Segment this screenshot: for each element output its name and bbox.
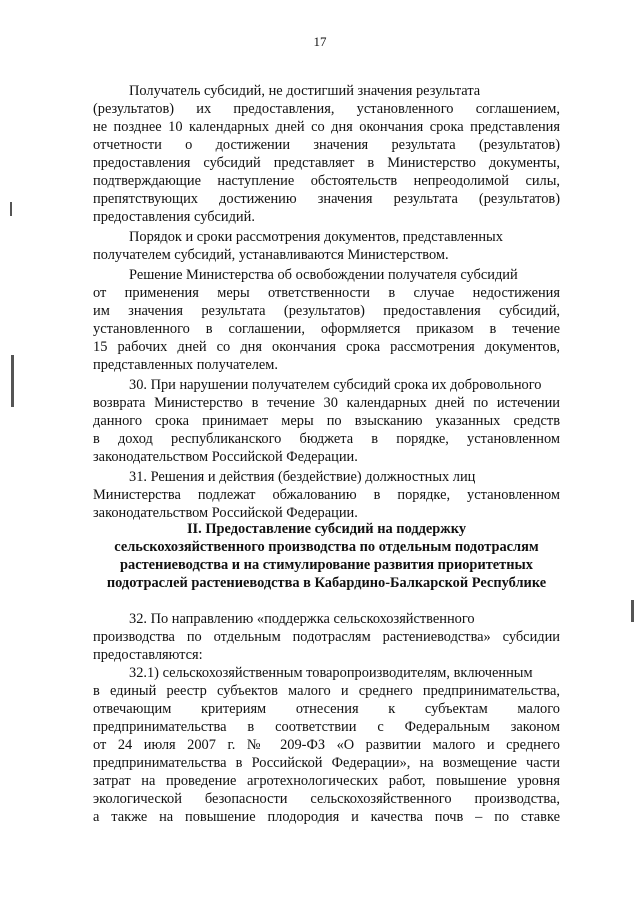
text-line: законодательством Российской Федерации. (93, 449, 358, 465)
text-line: Министерства подлежат обжалованию в порядке, установленном (93, 487, 560, 503)
text-line: 15 рабочих дней со дня окончания срока рассмотрения документов, (93, 339, 560, 355)
text-line: установленного в соглашении, оформляется приказом в течение (93, 321, 560, 337)
text-line: предпринимательства в Российской Федерации», на возмещение части (93, 755, 560, 771)
scan-artifact-bottom (631, 600, 634, 622)
text-line: получателем субсидий, устанавливаются Министерством. (93, 247, 449, 263)
text-line: им значения результата (результатов) предоставления субсидий, (93, 303, 560, 319)
scan-artifact-top (10, 202, 12, 216)
text-line: Получатель субсидий, не достигший значения результата (129, 83, 481, 99)
text-line: от применения меры ответственности в случае недостижения (93, 285, 560, 301)
text-line: (результатов) их предоставления, установленного соглашением, (93, 101, 560, 117)
scan-artifact-middle (11, 355, 14, 407)
text-line: законодательством Российской Федерации. (93, 505, 358, 521)
text-line: Решение Министерства об освобождении получателя субсидий (129, 267, 518, 283)
section-heading-line: сельскохозяйственного производства по отдельным подотраслям (114, 539, 539, 555)
text-line: предоставляются: (93, 647, 203, 663)
text-line: данного срока принимает меры по взысканию указанных средств (93, 413, 560, 429)
section-heading-line: подотраслей растениеводства в Кабардино-Балкарской Республике (106, 575, 547, 591)
text-line: предоставления субсидий. (93, 209, 255, 225)
text-line: Порядок и сроки рассмотрения документов, представленных (129, 229, 503, 245)
text-line: экологической безопасности сельскохозяйственного производства, (93, 791, 560, 807)
text-line: а также на повышение плодородия и качества почв – по ставке (93, 809, 560, 825)
text-line: 30. При нарушении получателем субсидий срока их добровольного (129, 377, 542, 393)
text-line: производства по отдельным подотраслям растениеводства» субсидии (93, 629, 560, 645)
text-line: возврата Министерство в течение 30 календарных дней по истечении (93, 395, 560, 411)
page-number: 17 (313, 34, 327, 49)
text-line: 31. Решения и действия (бездействие) должностных лиц (129, 469, 476, 485)
text-line: от 24 июля 2007 г. № 209-ФЗ «О развитии малого и среднего (93, 737, 560, 753)
text-line: препятствующих достижению значения результата (результатов) (93, 191, 560, 207)
text-line: в доход республиканского бюджета в порядке, установленном (93, 431, 560, 447)
text-line: 32. По направлению «поддержка сельскохозяйственного (129, 611, 475, 627)
text-line: предпринимательства в соответствии с Федеральным законом (93, 719, 560, 735)
text-line: отчетности о достижении значения результата (результатов) (93, 137, 560, 153)
section-heading-line: II. Предоставление субсидий на поддержку (186, 521, 467, 537)
text-line: подтверждающие наступление обстоятельств непреодолимой силы, (93, 173, 560, 189)
text-line: 32.1) сельскохозяйственным товаропроизводителям, включенным (129, 665, 533, 681)
text-line: предоставления субсидий представляет в Министерство документы, (93, 155, 560, 171)
text-line: отвечающим критериям отнесения к субъектам малого (93, 701, 560, 717)
text-line: в единый реестр субъектов малого и среднего предпринимательства, (93, 683, 560, 699)
text-line: представленных получателем. (93, 357, 278, 373)
text-line: затрат на проведение агротехнологических работ, повышение уровня (93, 773, 560, 789)
section-heading-line: растениеводства и на стимулирование развития приоритетных (120, 557, 533, 573)
text-line: не позднее 10 календарных дней со дня окончания срока представления (93, 119, 560, 135)
